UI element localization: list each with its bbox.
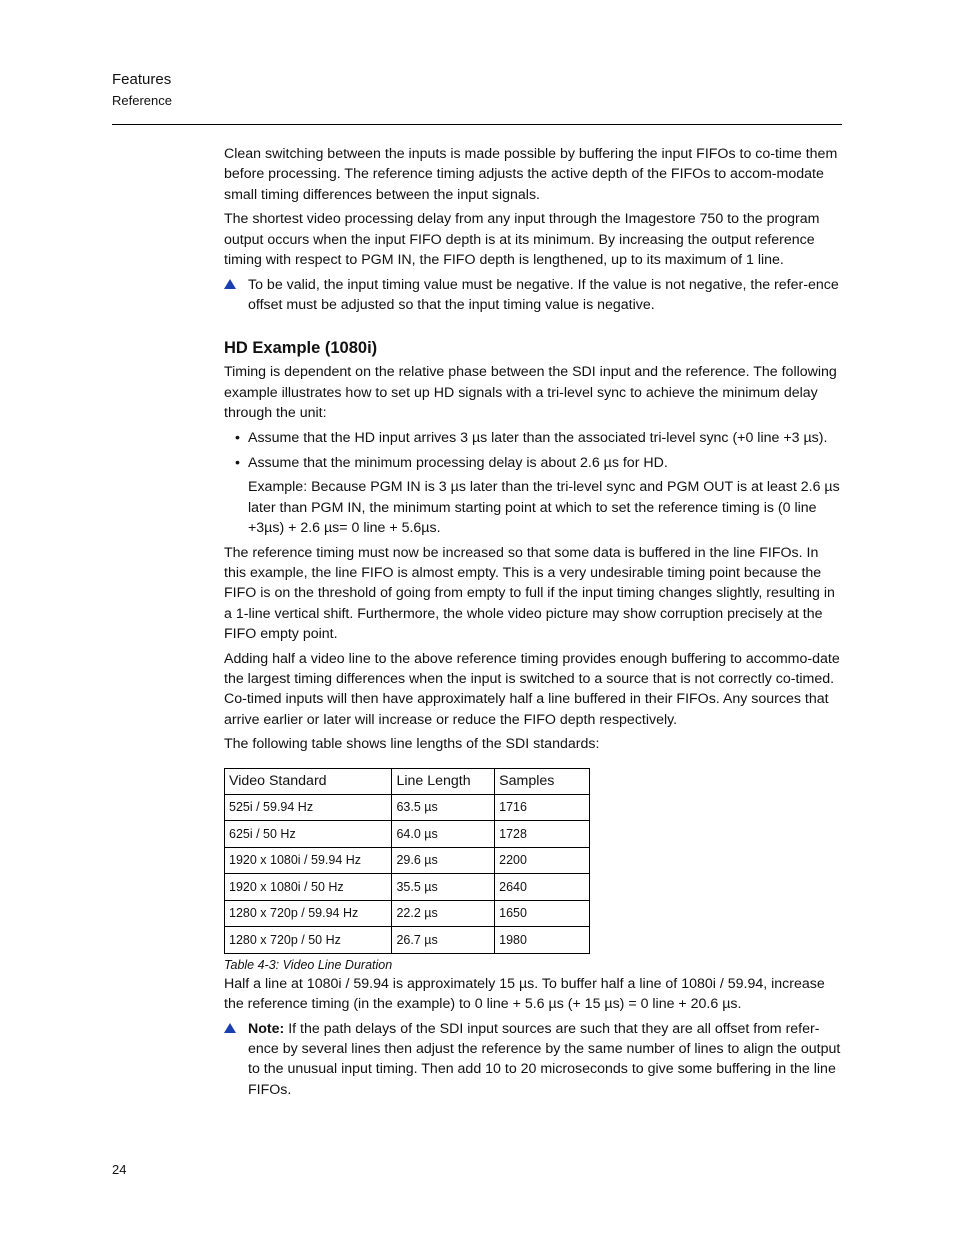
table-cell: 1920 x 1080i / 50 Hz bbox=[225, 874, 392, 901]
triangle-icon bbox=[224, 279, 236, 289]
section-title: Features bbox=[112, 71, 172, 88]
main-content bbox=[224, 144, 842, 1105]
table-cell: 35.5 µs bbox=[392, 874, 495, 901]
table-cell: 26.7 µs bbox=[392, 927, 495, 954]
bullet-list bbox=[224, 428, 842, 473]
page-number: 24 bbox=[112, 1162, 127, 1177]
note-text: To be valid, the input timing value must be negative. If the value is not negative, the refer-ence offset must be adjusted so that the input timing value is negative. bbox=[248, 276, 839, 314]
table-cell: 1650 bbox=[495, 900, 590, 927]
table-header-cell: Samples bbox=[495, 768, 590, 794]
table-cell: 63.5 µs bbox=[392, 794, 495, 821]
table-cell: 29.6 µs bbox=[392, 847, 495, 874]
section-subtitle: Reference bbox=[112, 93, 172, 108]
table-cell: 2640 bbox=[495, 874, 590, 901]
table-row bbox=[225, 794, 590, 821]
table-header-cell: Video Standard bbox=[225, 768, 392, 794]
note-label: Note: bbox=[248, 1020, 285, 1037]
list-item bbox=[224, 453, 842, 473]
note bbox=[224, 275, 842, 316]
paragraph: The shortest video processing delay from any input through the Imagestore 750 to the program output occurs when the input FIFO depth is at its minimum. By increasing the output reference timing with respect to PGM IN, the FIFO depth is lengthened, up to its maximum of 1 line. bbox=[224, 211, 820, 268]
header-divider bbox=[112, 124, 842, 125]
table-cell: 2200 bbox=[495, 847, 590, 874]
list-item bbox=[224, 428, 842, 448]
example-paragraph: Example: Because PGM IN is 3 µs later than the tri-level sync and PGM OUT is at least 2.6 µs later than PGM IN, the minimum starting point at which to set the reference timing is (0 line +3µs) + 2.6 µs= 0 line + 5.6µs. bbox=[248, 479, 840, 536]
table-row bbox=[225, 927, 590, 954]
table-header-row bbox=[225, 768, 590, 794]
table-cell: 1920 x 1080i / 59.94 Hz bbox=[225, 847, 392, 874]
bullet-icon: • bbox=[235, 429, 240, 446]
paragraph: Adding half a video line to the above reference timing provides enough buffering to accommo-date the largest timing differences when the input is switched to a source that is not correctly co-timed. Co-timed inputs will then have approximately half a line buffered in their FIFOs. Any sources that arrive earlier or later will increase or reduce the FIFO depth respectively. bbox=[224, 650, 840, 728]
paragraph: The reference timing must now be increased so that some data is buffered in the line FIFOs. In this example, the line FIFO is almost empty. This is a very undesirable timing point because the FIFO is on the threshold of going from empty to full if the input timing changes slightly, resulting in a 1-line vertical shift. Furthermore, the whole video picture may show corruption precisely at the FIFO empty point. bbox=[224, 544, 835, 642]
bullet-icon: • bbox=[235, 454, 240, 471]
paragraph: Half a line at 1080i / 59.94 is approximately 15 µs. To buffer half a line of 1080i / 59.94, increase the reference timing (in the example) to 0 line + 5.6 µs (+ 15 µs) = 0 line + 20.6 µs. bbox=[224, 975, 825, 1013]
table-cell: 625i / 50 Hz bbox=[225, 821, 392, 848]
table-cell: 1728 bbox=[495, 821, 590, 848]
section-heading: HD Example (1080i) bbox=[224, 339, 378, 358]
list-item-text: Assume that the minimum processing delay is about 2.6 µs for HD. bbox=[248, 454, 668, 471]
table-cell: 64.0 µs bbox=[392, 821, 495, 848]
table-caption: Table 4-3: Video Line Duration bbox=[224, 957, 393, 972]
triangle-icon bbox=[224, 1023, 236, 1033]
table-cell: 1716 bbox=[495, 794, 590, 821]
note-text: If the path delays of the SDI input sources are such that they are all offset from refer-ence by several lines then adjust the reference by the same number of lines to align the output to the unusual input timing. Then add 10 to 20 microseconds to give some buffering in the line FIFOs. bbox=[248, 1020, 841, 1098]
table-cell: 525i / 59.94 Hz bbox=[225, 794, 392, 821]
table-row bbox=[225, 847, 590, 874]
table-cell: 1280 x 720p / 50 Hz bbox=[225, 927, 392, 954]
table-cell: 22.2 µs bbox=[392, 900, 495, 927]
paragraph: Clean switching between the inputs is made possible by buffering the input FIFOs to co-time them before processing. The reference timing adjusts the active depth of the FIFOs to accom-modate small timing differences between the input signals. bbox=[224, 146, 838, 203]
line-length-table bbox=[224, 768, 590, 954]
paragraph: The following table shows line lengths of the SDI standards: bbox=[224, 736, 600, 753]
table-cell: 1980 bbox=[495, 927, 590, 954]
table-cell: 1280 x 720p / 59.94 Hz bbox=[225, 900, 392, 927]
list-item-text: Assume that the HD input arrives 3 µs later than the associated tri-level sync (+0 line +3 µs). bbox=[248, 429, 828, 446]
table-row bbox=[225, 900, 590, 927]
table-row bbox=[225, 874, 590, 901]
table-row bbox=[225, 821, 590, 848]
paragraph: Timing is dependent on the relative phase between the SDI input and the reference. The following example illustrates how to set up HD signals with a tri-level sync to achieve the minimum delay through the unit: bbox=[224, 364, 837, 421]
note bbox=[224, 1019, 842, 1100]
table-header-cell: Line Length bbox=[392, 768, 495, 794]
